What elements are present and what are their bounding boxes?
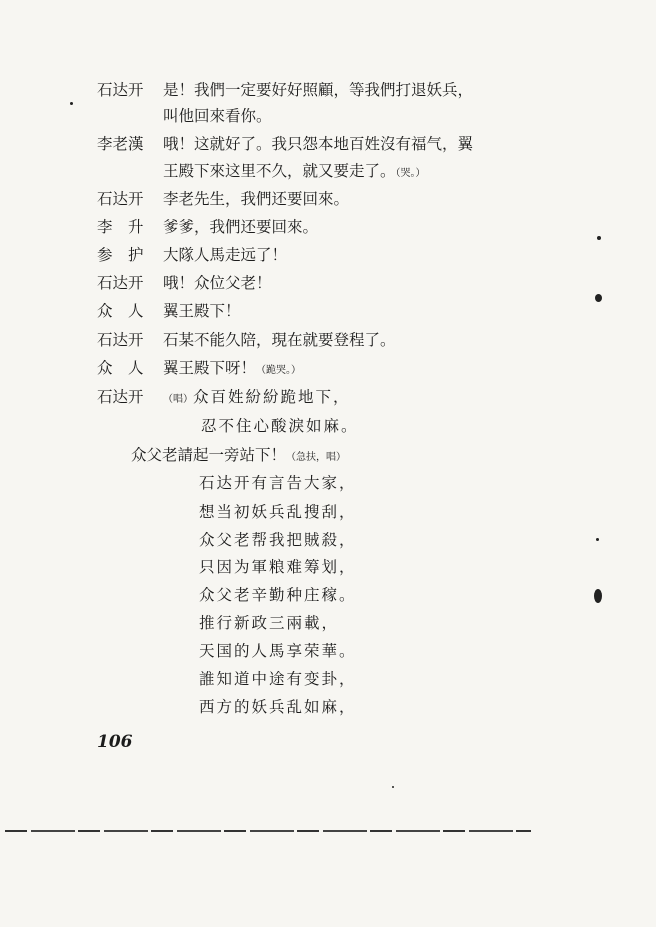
- line-2: [163, 106, 272, 126]
- sung-line: 忍不住心酸淚如麻。: [201, 417, 359, 435]
- line-14: [131, 445, 346, 468]
- speaker: 李老漢: [97, 135, 144, 153]
- verse-text: 西方的妖兵乱如麻，: [199, 698, 357, 716]
- speaker: 石达开: [97, 81, 144, 99]
- verse-1: [199, 473, 357, 493]
- speck-mark: [70, 102, 73, 105]
- speaker: 参 护: [97, 246, 144, 264]
- verse-5: [199, 585, 357, 605]
- speaker: 众 人: [97, 302, 144, 320]
- verse-text: 众父老帮我把賊殺，: [199, 531, 357, 549]
- verse-9: [199, 697, 357, 717]
- verse-text: 天国的人馬享荣華。: [199, 642, 357, 660]
- verse-2: [199, 502, 357, 522]
- verse-8: [199, 669, 357, 689]
- page-edge-rule: [5, 830, 531, 832]
- line-7: [97, 245, 287, 265]
- verse-7: [199, 641, 357, 661]
- speaker: 石达开: [97, 331, 144, 349]
- speaker: 石达开: [97, 274, 144, 292]
- line-13: [201, 416, 359, 436]
- page-number: 106: [97, 732, 133, 752]
- dialogue: 李老先生，我們还要回來。: [163, 190, 350, 208]
- dialogue: 翼王殿下！: [163, 302, 241, 320]
- verse-text: 众父老辛勤种庄稼。: [199, 586, 357, 604]
- dialogue: 大隊人馬走远了！: [163, 246, 288, 264]
- dialogue: 石某不能久陪，現在就要登程了。: [163, 331, 396, 349]
- line-5: [97, 189, 349, 209]
- speaker: 石达开: [97, 388, 144, 406]
- line-9: [97, 301, 241, 321]
- dialogue: 众父老請起一旁站下！: [131, 446, 287, 464]
- stage-direction: （跪哭。）: [256, 365, 302, 376]
- speck-mark: [392, 786, 394, 788]
- verse-text: 想当初妖兵乱搜刮，: [199, 503, 357, 521]
- dialogue: 叫他回來看你。: [163, 107, 272, 125]
- verse-3: [199, 530, 357, 550]
- line-8: [97, 273, 272, 293]
- verse-text: 誰知道中途有变卦，: [199, 670, 357, 688]
- speaker: 众 人: [97, 359, 144, 377]
- line-6: [97, 217, 318, 237]
- line-1: [97, 80, 473, 100]
- line-12: [97, 387, 351, 410]
- binding-hole-mark: [596, 538, 599, 541]
- sung-line: 众百姓紛紛跪地下，: [193, 388, 351, 406]
- dialogue: 哦！众位父老！: [163, 274, 272, 292]
- verse-text: 推行新政三兩載，: [199, 614, 340, 632]
- speaker: 石达开: [97, 190, 144, 208]
- verse-6: [199, 613, 339, 633]
- stage-direction: （急扶，唱）: [286, 452, 347, 463]
- line-11: [97, 358, 301, 381]
- binding-hole-mark: [597, 236, 601, 240]
- line-4: [163, 161, 426, 184]
- binding-hole-mark: [595, 294, 602, 302]
- dialogue: 翼王殿下呀！: [163, 359, 257, 377]
- line-10: [97, 330, 396, 350]
- dialogue: 哦！这就好了。我只怨本地百姓沒有福气，翼: [163, 135, 474, 153]
- line-3: [97, 134, 473, 154]
- stage-direction: （哭。）: [395, 168, 426, 179]
- verse-4: [199, 557, 357, 577]
- verse-text: 石达开有言告大家，: [199, 474, 357, 492]
- verse-text: 只因为軍粮难筹划，: [199, 558, 357, 576]
- dialogue: 是！我們一定要好好照顧，等我們打退妖兵，: [163, 81, 474, 99]
- stage-direction: （唱）: [163, 394, 193, 405]
- dialogue: 爹爹，我們还要回來。: [163, 218, 319, 236]
- binding-hole-mark: [594, 589, 602, 603]
- dialogue: 王殿下來这里不久，就又要走了。: [163, 162, 396, 180]
- speaker: 李 升: [97, 218, 144, 236]
